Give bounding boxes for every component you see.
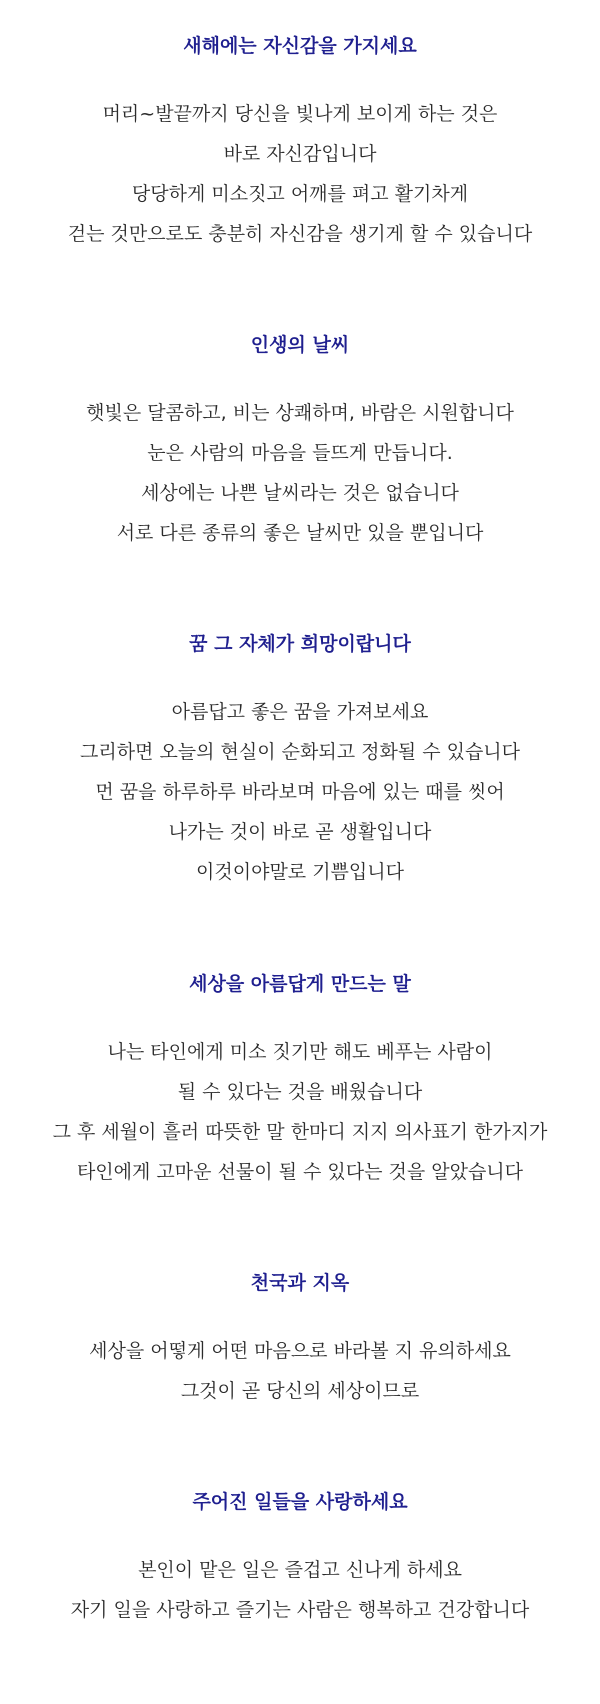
- text-line: 먼 꿈을 하루하루 바라보며 마음에 있는 때를 씻어: [95, 781, 505, 803]
- section-heaven-and-hell: [0, 1271, 600, 1411]
- section-body: [0, 1550, 600, 1630]
- section-title: 천국과 지옥: [250, 1272, 350, 1294]
- text-line: 타인에게 고마운 선물이 될 수 있다는 것을 알았습니다: [76, 1161, 524, 1183]
- text-line: 될 수 있다는 것을 배웠습니다: [177, 1081, 423, 1103]
- section-title: 세상을 아름답게 만드는 말: [189, 973, 411, 995]
- text-line: 당당하게 미소짓고 어깨를 펴고 활기차게: [131, 183, 469, 205]
- section-body: [0, 1032, 600, 1192]
- section-title: 새해에는 자신감을 가지세요: [183, 35, 417, 57]
- section-beautiful-words: [0, 972, 600, 1192]
- text-line: 걷는 것만으로도 충분히 자신감을 생기게 할 수 있습니다: [67, 223, 533, 245]
- section-dream-is-hope: [0, 632, 600, 892]
- text-line: 자기 일을 사랑하고 즐기는 사람은 행복하고 건강합니다: [70, 1599, 530, 1621]
- text-line: 나는 타인에게 미소 짓기만 해도 베푸는 사람이: [107, 1041, 493, 1063]
- text-line: 본인이 맡은 일은 즐겁고 신나게 하세요: [138, 1559, 462, 1581]
- section-title: 꿈 그 자체가 희망이랍니다: [189, 633, 411, 655]
- text-line: 서로 다른 종류의 좋은 날씨만 있을 뿐입니다: [116, 522, 484, 544]
- text-line: 세상에는 나쁜 날씨라는 것은 없습니다: [141, 482, 459, 504]
- section-title: 인생의 날씨: [250, 334, 350, 356]
- section-confidence: [0, 34, 600, 254]
- section-body: [0, 94, 600, 254]
- text-line: 머리~발끝까지 당신을 빛나게 보이게 하는 것은: [102, 103, 498, 125]
- text-line: 세상을 어떻게 어떤 마음으로 바라볼 지 유의하세요: [89, 1340, 511, 1362]
- section-title: 주어진 일들을 사랑하세요: [192, 1491, 408, 1513]
- text-line: 눈은 사람의 마음을 들뜨게 만듭니다.: [147, 442, 453, 464]
- text-line: 이것이야말로 기쁨입니다: [196, 861, 404, 883]
- section-body: [0, 692, 600, 892]
- section-weather-of-life: [0, 333, 600, 553]
- section-body: [0, 1331, 600, 1411]
- section-love-your-work: [0, 1490, 600, 1630]
- text-line: 아름답고 좋은 꿈을 가져보세요: [171, 701, 429, 723]
- text-line: 그것이 곧 당신의 세상이므로: [180, 1380, 420, 1402]
- text-line: 바로 자신감입니다: [223, 143, 377, 165]
- section-body: [0, 393, 600, 553]
- text-line: 그리하면 오늘의 현실이 순화되고 정화될 수 있습니다: [79, 741, 521, 763]
- text-line: 나가는 것이 바로 곧 생활입니다: [168, 821, 432, 843]
- text-line: 햇빛은 달콤하고, 비는 상쾌하며, 바람은 시원합니다: [86, 402, 514, 424]
- text-line: 그 후 세월이 흘러 따뜻한 말 한마디 지지 의사표기 한가지가: [52, 1121, 548, 1143]
